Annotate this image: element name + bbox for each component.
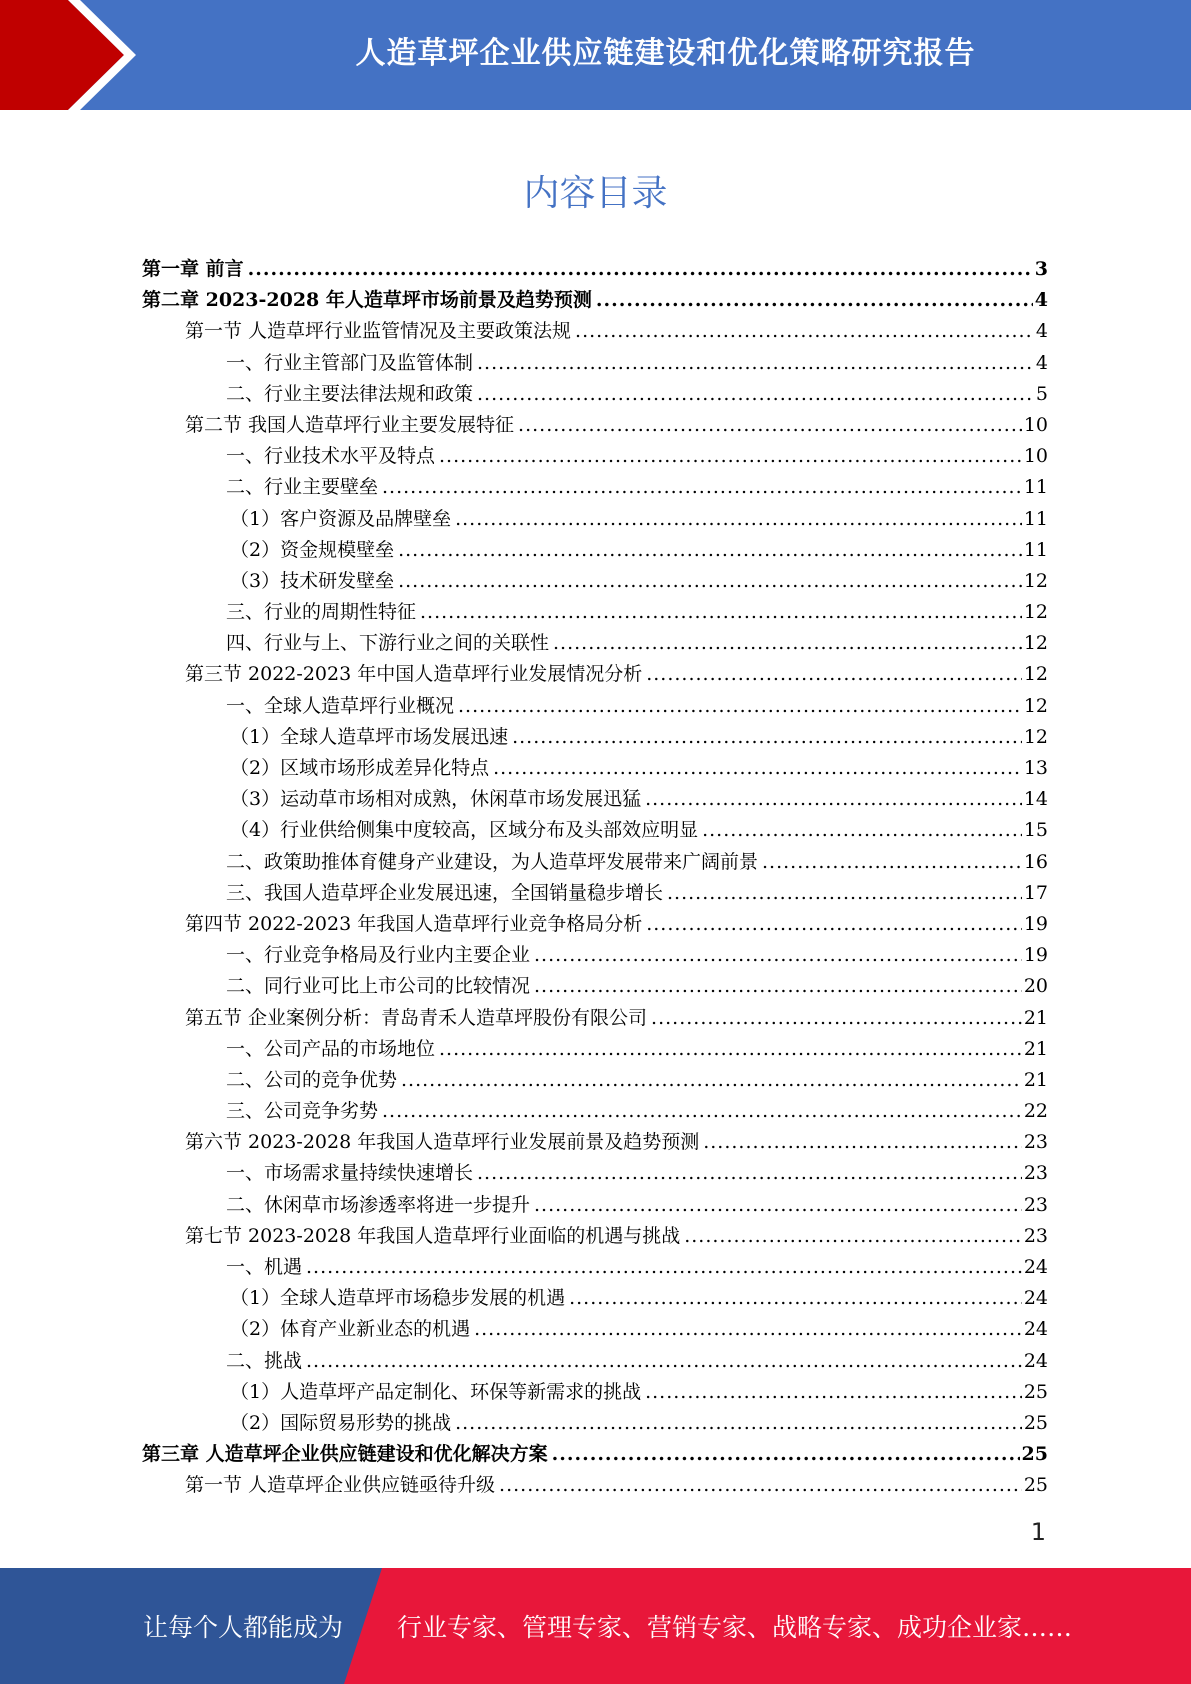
toc-entry-page: 21 — [1023, 1037, 1048, 1060]
toc-entry[interactable] — [142, 472, 1048, 503]
toc-entry-page: 25 — [1023, 1411, 1048, 1434]
toc-entry-label: 第一节 人造草坪行业监管情况及主要政策法规 — [185, 320, 572, 343]
toc-entry[interactable] — [142, 1408, 1048, 1439]
footer-slogan-left: 让每个人都能成为 — [143, 1613, 344, 1642]
toc-dot-leader — [646, 659, 1022, 690]
toc-entry-label: （4）行业供给侧集中度较高，区域分布及头部效应明显 — [230, 819, 699, 842]
toc-dot-leader — [398, 566, 1022, 597]
toc-dot-leader — [439, 1034, 1022, 1065]
toc-entry-label: 第五节 企业案例分析：青岛青禾人造草坪股份有限公司 — [185, 1006, 648, 1029]
toc-entry-page: 12 — [1023, 663, 1048, 686]
toc-entry[interactable] — [142, 1190, 1048, 1221]
toc-entry[interactable] — [142, 1158, 1048, 1189]
toc-entry-page: 4 — [1034, 289, 1048, 312]
toc-dot-leader — [534, 940, 1022, 971]
toc-entry[interactable] — [142, 1377, 1048, 1408]
toc-entry-page: 10 — [1023, 445, 1048, 468]
toc-entry-page: 14 — [1023, 788, 1048, 811]
toc-dot-leader — [512, 722, 1022, 753]
toc-entry-label: 一、市场需求量持续快速增长 — [226, 1162, 474, 1185]
toc-entry-page: 17 — [1023, 881, 1048, 904]
toc-entry[interactable] — [142, 1003, 1048, 1034]
toc-entry[interactable] — [142, 410, 1048, 441]
toc-dot-leader — [398, 535, 1022, 566]
toc-entry-page: 11 — [1023, 538, 1048, 561]
toc-entry[interactable] — [142, 597, 1048, 628]
toc-entry[interactable] — [142, 1096, 1048, 1127]
toc-dot-leader — [651, 1003, 1022, 1034]
toc-entry-page: 11 — [1023, 507, 1048, 530]
toc-entry-page: 11 — [1023, 476, 1048, 499]
toc-entry[interactable] — [142, 753, 1048, 784]
toc-entry[interactable] — [142, 1439, 1048, 1470]
toc-entry-page: 23 — [1023, 1193, 1048, 1216]
toc-entry-page: 20 — [1023, 975, 1048, 998]
toc-entry[interactable] — [142, 659, 1048, 690]
toc-entry-label: 一、行业竞争格局及行业内主要企业 — [226, 944, 531, 967]
toc-entry-label: 二、行业主要壁垒 — [226, 476, 379, 499]
toc-dot-leader — [645, 784, 1022, 815]
toc-entry[interactable] — [142, 348, 1048, 379]
toc-entry[interactable] — [142, 628, 1048, 659]
toc-entry-label: 二、挑战 — [226, 1349, 303, 1372]
toc-entry[interactable] — [142, 1034, 1048, 1065]
toc-entry-label: 二、同行业可比上市公司的比较情况 — [226, 975, 531, 998]
toc-entry-page: 12 — [1023, 569, 1048, 592]
toc-entry-label: 第三节 2022-2023 年中国人造草坪行业发展情况分析 — [185, 663, 643, 686]
toc-entry-label: （2）资金规模壁垒 — [230, 538, 395, 561]
toc-entry-label: （2）国际贸易形势的挑战 — [230, 1411, 452, 1434]
toc-entry-label: 四、行业与上、下游行业之间的关联性 — [226, 632, 550, 655]
toc-entry-page: 22 — [1023, 1100, 1048, 1123]
toc-dot-leader — [455, 504, 1022, 535]
toc-entry-page: 25 — [1021, 1443, 1048, 1466]
toc-dot-leader — [596, 285, 1033, 316]
toc-entry[interactable] — [142, 504, 1048, 535]
toc-entry-page: 3 — [1034, 258, 1048, 280]
toc-entry-label: 第三章 人造草坪企业供应链建设和优化解决方案 — [142, 1443, 548, 1466]
toc-dot-leader — [702, 815, 1022, 846]
toc-entry-page: 12 — [1023, 632, 1048, 655]
toc-dot-leader — [420, 597, 1022, 628]
toc-entry-page: 25 — [1023, 1474, 1048, 1497]
report-title: 人造草坪企业供应链建设和优化策略研究报告 — [355, 36, 976, 71]
toc-entry-page: 24 — [1023, 1349, 1048, 1372]
toc-dot-leader — [518, 410, 1022, 441]
toc-dot-leader — [534, 971, 1022, 1002]
toc-entry-label: （1）全球人造草坪市场发展迅速 — [230, 725, 509, 748]
toc-entry[interactable] — [142, 847, 1048, 878]
toc-title: 内容目录 — [523, 173, 668, 214]
toc-entry-label: 第二章 2023-2028 年人造草坪市场前景及趋势预测 — [142, 289, 592, 312]
footer-slogan-right: 行业专家、管理专家、营销专家、战略专家、成功企业家…… — [397, 1613, 1073, 1642]
toc-entry[interactable] — [142, 722, 1048, 753]
toc-entry[interactable] — [142, 940, 1048, 971]
toc-dot-leader — [248, 254, 1033, 285]
toc-entry[interactable] — [142, 1252, 1048, 1283]
toc-entry-page: 23 — [1023, 1162, 1048, 1185]
toc-dot-leader — [499, 1470, 1022, 1501]
toc-dot-leader — [455, 1408, 1022, 1439]
toc-entry-page: 4 — [1035, 320, 1048, 343]
toc-entry-label: 第一节 人造草坪企业供应链亟待升级 — [185, 1474, 496, 1497]
toc-dot-leader — [552, 1439, 1020, 1470]
toc-entry-page: 24 — [1023, 1256, 1048, 1278]
toc-entry-page: 21 — [1023, 1068, 1048, 1091]
toc-dot-leader — [306, 1346, 1022, 1377]
toc-entry-page: 23 — [1023, 1131, 1048, 1154]
toc-dot-leader — [569, 1283, 1022, 1314]
toc-entry[interactable] — [142, 878, 1048, 909]
toc-entry-label: （3）运动草市场相对成熟，休闲草市场发展迅猛 — [230, 788, 642, 811]
toc-entry-label: 三、行业的周期性特征 — [226, 601, 417, 624]
toc-entry-label: （2）区域市场形成差异化特点 — [230, 757, 490, 779]
toc-entry-page: 25 — [1023, 1380, 1048, 1403]
toc-entry-page: 23 — [1023, 1224, 1048, 1247]
toc-dot-leader — [684, 1221, 1022, 1252]
toc-dot-leader — [439, 441, 1022, 472]
toc-entry[interactable] — [142, 691, 1048, 722]
toc-dot-leader — [493, 753, 1022, 784]
toc-entry[interactable] — [142, 815, 1048, 846]
toc-entry-label: 二、休闲草市场渗透率将进一步提升 — [226, 1193, 531, 1216]
toc-entry-label: 第六节 2023-2028 年我国人造草坪行业发展前景及趋势预测 — [185, 1131, 700, 1154]
toc-entry-label: 一、全球人造草坪行业概况 — [226, 694, 455, 717]
toc-entry[interactable] — [142, 254, 1048, 285]
toc-dot-leader — [477, 348, 1034, 379]
toc-dot-leader — [553, 628, 1022, 659]
toc-entry-page: 21 — [1023, 1006, 1048, 1029]
toc-entry[interactable] — [142, 379, 1048, 410]
toc-entry-label: （1）人造草坪产品定制化、环保等新需求的挑战 — [230, 1380, 642, 1403]
toc-dot-leader — [646, 909, 1022, 940]
toc-dot-leader — [477, 1158, 1022, 1189]
toc-entry-page: 15 — [1023, 819, 1048, 842]
toc-entry[interactable] — [142, 1314, 1048, 1345]
toc-entry[interactable] — [142, 1065, 1048, 1096]
chevron-arrow-icon — [0, 0, 160, 110]
toc-entry[interactable] — [142, 535, 1048, 566]
toc-entry[interactable] — [142, 566, 1048, 597]
toc-entry-label: 第二节 我国人造草坪行业主要发展特征 — [185, 413, 515, 436]
footer-banner — [0, 1568, 1191, 1684]
toc-entry-label: 一、行业技术水平及特点 — [226, 445, 436, 468]
toc-entry-label: 一、公司产品的市场地位 — [226, 1037, 436, 1060]
toc-entry-page: 16 — [1023, 850, 1048, 873]
toc-dot-leader — [575, 316, 1034, 347]
toc-entry-label: （1）全球人造草坪市场稳步发展的机遇 — [230, 1287, 566, 1310]
toc-entry-page: 19 — [1023, 912, 1048, 935]
toc-entry[interactable] — [142, 1283, 1048, 1314]
toc-entry-label: 一、行业主管部门及监管体制 — [226, 351, 474, 374]
toc-entry-page: 12 — [1023, 725, 1048, 748]
toc-dot-leader — [703, 1127, 1022, 1158]
toc-entry[interactable] — [142, 1346, 1048, 1377]
toc-entry-label: 三、公司竞争劣势 — [226, 1100, 379, 1123]
toc-dot-leader — [382, 472, 1022, 503]
toc-entry-label: 第七节 2023-2028 年我国人造草坪行业面临的机遇与挑战 — [185, 1224, 681, 1247]
toc-entry-label: （3）技术研发壁垒 — [230, 569, 395, 592]
toc-entry[interactable] — [142, 441, 1048, 472]
toc-entry[interactable] — [142, 1221, 1048, 1252]
toc-dot-leader — [306, 1252, 1022, 1283]
table-of-contents — [142, 254, 1048, 1502]
toc-entry-page: 5 — [1035, 382, 1048, 405]
toc-entry-label: 三、我国人造草坪企业发展迅速，全国销量稳步增长 — [226, 881, 664, 904]
toc-entry-label: 二、公司的竞争优势 — [226, 1068, 398, 1091]
toc-entry-page: 13 — [1023, 757, 1048, 779]
toc-entry-page: 4 — [1035, 351, 1048, 374]
header-banner — [0, 0, 1191, 110]
toc-entry-page: 24 — [1023, 1318, 1048, 1341]
toc-entry-label: 第四节 2022-2023 年我国人造草坪行业竞争格局分析 — [185, 912, 643, 935]
toc-entry-label: （1）客户资源及品牌壁垒 — [230, 507, 452, 530]
toc-dot-leader — [667, 878, 1022, 909]
toc-entry[interactable] — [142, 1127, 1048, 1158]
toc-entry-page: 12 — [1023, 694, 1048, 717]
toc-entry-page: 19 — [1023, 944, 1048, 967]
toc-entry-label: 一、机遇 — [226, 1256, 303, 1278]
toc-entry[interactable] — [142, 1470, 1048, 1501]
toc-entry[interactable] — [142, 285, 1048, 316]
toc-dot-leader — [474, 1314, 1022, 1345]
toc-entry-page: 12 — [1023, 601, 1048, 624]
toc-dot-leader — [382, 1096, 1022, 1127]
toc-entry-label: （2）体育产业新业态的机遇 — [230, 1318, 471, 1341]
toc-entry-label: 二、政策助推体育健身产业建设，为人造草坪发展带来广阔前景 — [226, 850, 759, 873]
toc-entry[interactable] — [142, 971, 1048, 1002]
toc-dot-leader — [401, 1065, 1022, 1096]
toc-dot-leader — [534, 1190, 1022, 1221]
toc-entry-page: 10 — [1023, 413, 1048, 436]
toc-dot-leader — [762, 847, 1022, 878]
toc-entry[interactable] — [142, 909, 1048, 940]
page-number: 1 — [1030, 1518, 1046, 1546]
toc-dot-leader — [645, 1377, 1022, 1408]
toc-entry[interactable] — [142, 316, 1048, 347]
toc-dot-leader — [477, 379, 1034, 410]
toc-entry-page: 24 — [1023, 1287, 1048, 1310]
toc-entry-label: 二、行业主要法律法规和政策 — [226, 382, 474, 405]
toc-entry-label: 第一章 前言 — [142, 258, 244, 280]
toc-entry[interactable] — [142, 784, 1048, 815]
toc-dot-leader — [458, 691, 1022, 722]
